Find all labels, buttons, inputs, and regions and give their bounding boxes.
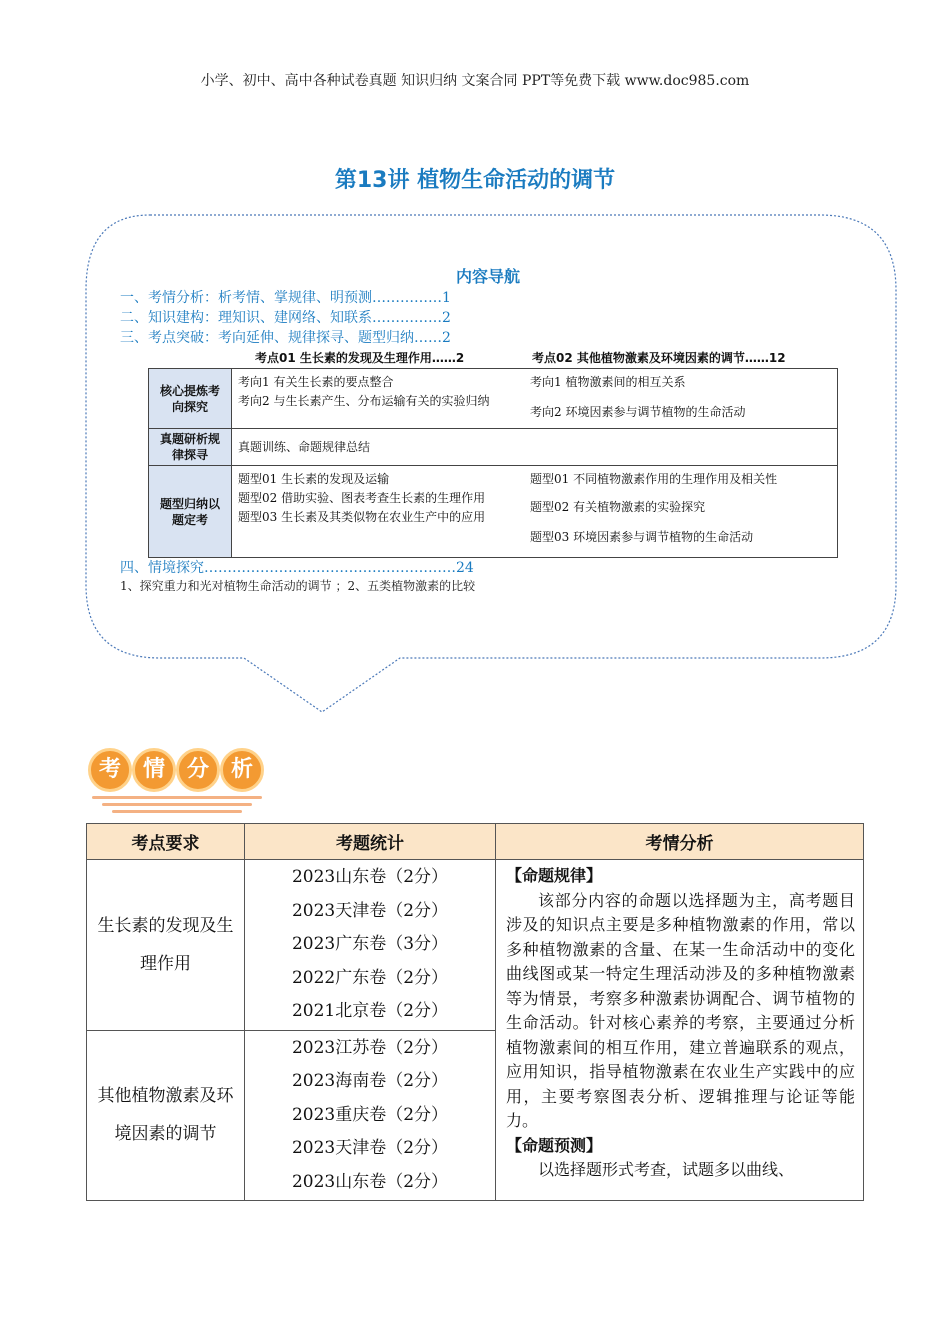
nav-line-1[interactable]: 一、考情分析：析考情、掌规律、明预测……………1 xyxy=(120,290,451,306)
nav-line-3[interactable]: 三、考点突破：考向延伸、规律探寻、题型归纳……2 xyxy=(120,330,451,346)
col-header-analysis: 考情分析 xyxy=(496,824,864,860)
analysis-heading-prediction: 【命题预测】 xyxy=(506,1135,603,1155)
badge-char: 分 xyxy=(176,748,220,792)
nav-right-cell xyxy=(524,466,838,558)
nav-row-label: 真题研析规律探寻 xyxy=(149,429,232,466)
stat-item: 2023山东卷（2分） xyxy=(291,1171,449,1192)
analysis-heading-rule: 【命题规律】 xyxy=(506,866,603,885)
nav-item[interactable]: 题型01 不同植物激素作用的生理作用及相关性 xyxy=(530,472,778,486)
nav-row-label: 题型归纳以题定考 xyxy=(149,466,232,558)
kp1-heading[interactable]: 考点01 生长素的发现及生理作用……2 xyxy=(255,351,465,365)
stats-cell xyxy=(245,1030,496,1201)
analysis-paragraph-prediction: 以选择题形式考查，试题多以曲线、 xyxy=(538,1160,795,1179)
stat-item: 2023江苏卷（2分） xyxy=(291,1037,449,1058)
nav-item[interactable]: 考向1 植物激素间的相互关系 xyxy=(530,375,686,389)
stat-item: 2022广东卷（2分） xyxy=(291,967,449,988)
requirement-cell: 生长素的发现及生理作用 xyxy=(87,860,245,1031)
stat-item: 2023天津卷（2分） xyxy=(291,1138,449,1158)
col-header-stats: 考题统计 xyxy=(245,824,496,860)
nav-line-4-detail: 1、探究重力和光对植物生命活动的调节 ；2、五类植物激素的比较 xyxy=(120,579,476,593)
requirement-cell: 其他植物激素及环境因素的调节 xyxy=(87,1030,245,1201)
nav-left-cell xyxy=(232,466,525,558)
nav-item[interactable]: 题型03 生长素及其类似物在农业生产中的应用 xyxy=(238,510,486,524)
nav-item[interactable]: 题型03 环境因素参与调节植物的生命活动 xyxy=(530,530,754,544)
analysis-cell xyxy=(496,860,864,1201)
stats-cell xyxy=(245,860,496,1031)
nav-item[interactable]: 真题训练、命题规律总结 xyxy=(238,440,371,454)
stat-item: 2021北京卷（2分） xyxy=(291,1001,449,1021)
nav-left-cell xyxy=(232,429,525,466)
nav-title: 内容导航 xyxy=(456,267,521,286)
page-header: 小学、初中、高中各种试卷真题 知识归纳 文案合同 PPT等免费下载 www.doc985.com xyxy=(200,73,750,89)
stat-item: 2023天津卷（2分） xyxy=(291,900,449,921)
stat-item: 2023重庆卷（2分） xyxy=(291,1104,449,1125)
kp2-heading[interactable]: 考点02 其他植物激素及环境因素的调节……12 xyxy=(532,351,786,365)
nav-item[interactable]: 题型02 借助实验、图表考查生长素的生理作用 xyxy=(238,491,486,505)
analysis-paragraph-rule: 该部分内容的命题以选择题为主，高考题目涉及的知识点主要是多种植物激素的作用，常以多种植物激素的含量、在某一生命活动中的变化曲线图或某一特定生理活动涉及的多种植物激素等为情景，考察多种激素协调配合、调节植物的生命活动。针对核心素养的考察，主要通过分析植物激素间的相互作用，建立普遍联系的观点，应用知识，指导植物激素在农业生产实践中的应用，主要考察图表分析、逻辑推理与论证等能力。 xyxy=(506,890,855,1130)
badge-char: 析 xyxy=(220,748,264,792)
nav-line-4[interactable]: 四、情境探究………………………………………………24 xyxy=(120,560,474,576)
badge-char: 情 xyxy=(132,748,176,792)
nav-line-2[interactable]: 二、知识建构：理知识、建网络、知联系……………2 xyxy=(120,310,451,326)
stat-item: 2023广东卷（3分） xyxy=(291,934,449,954)
nav-item[interactable]: 题型01 生长素的发现及运输 xyxy=(238,472,390,486)
nav-item[interactable]: 考向1 有关生长素的要点整合 xyxy=(238,375,394,389)
badge-char: 考 xyxy=(88,748,132,792)
stat-item: 2023海南卷（2分） xyxy=(291,1071,449,1091)
nav-table xyxy=(148,368,838,558)
nav-item[interactable]: 考向2 环境因素参与调节植物的生命活动 xyxy=(530,405,746,419)
page-title: 第13讲 植物生命活动的调节 xyxy=(334,168,616,193)
exam-analysis-table xyxy=(86,823,864,1201)
nav-left-cell xyxy=(232,369,525,429)
nav-row-label: 核心提炼考向探究 xyxy=(149,369,232,429)
stat-item: 2023山东卷（2分） xyxy=(291,867,449,887)
badge-underline xyxy=(92,796,262,817)
nav-item[interactable]: 题型02 有关植物激素的实验探究 xyxy=(530,500,706,514)
col-header-requirement: 考点要求 xyxy=(87,824,245,860)
nav-right-cell xyxy=(524,429,838,466)
section-badge-exam-analysis xyxy=(86,746,268,808)
nav-right-cell xyxy=(524,369,838,429)
nav-item[interactable]: 考向2 与生长素产生、分布运输有关的实验归纳 xyxy=(238,394,490,408)
